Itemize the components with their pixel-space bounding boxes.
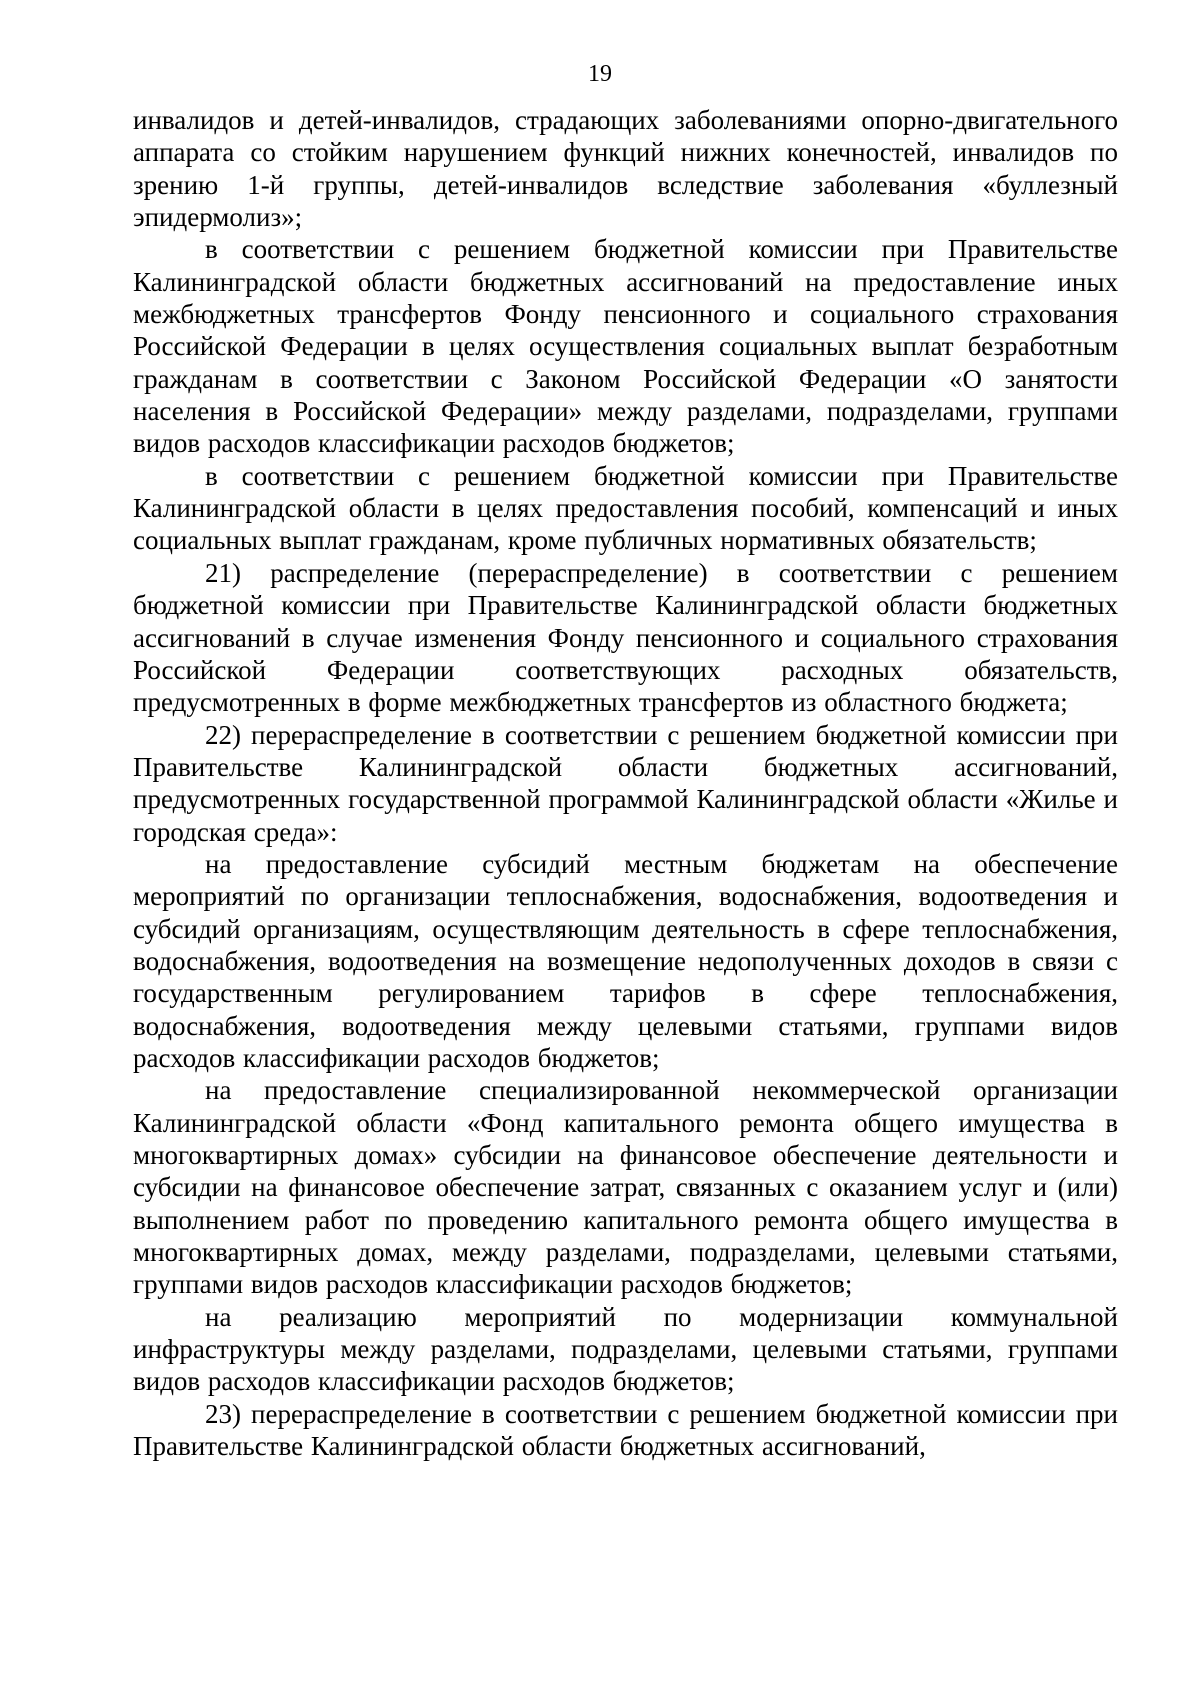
paragraph: на реализацию мероприятий по модернизации коммунальной инфраструктуры между разделами, подразделами, целевыми статьями, группами видов расходов классификации расходов бюджетов; <box>133 1301 1118 1397</box>
paragraph-item-21: 21) распределение (перераспределение) в соответствии с решением бюджетной комиссии при Правительстве Калининградской области бюджетных ассигнований в случае изменения Фонду пенсионного и социального страхования Российской Федерации соответствующих расходных обязательств, предусмотренных в форме межбюджетных трансфертов из областного бюджета; <box>133 557 1118 718</box>
paragraph: в соответствии с решением бюджетной комиссии при Правительстве Калининградской области бюджетных ассигнований на предоставление иных межбюджетных трансфертов Фонду пенсионного и социального страхования Российской Федерации в целях осуществления социальных выплат безработным гражданам в соответствии с Законом Российской Федерации «О занятости населения в Российской Федерации» между разделами, подразделами, группами видов расходов классификации расходов бюджетов; <box>133 234 1118 459</box>
paragraph-continuation: инвалидов и детей-инвалидов, страдающих заболеваниями опорно-двигательного аппарата со стойким нарушением функций нижних конечностей, инвалидов по зрению 1-й группы, детей-инвалидов вследствие заболевания «буллезный эпидермолиз»; <box>133 105 1118 233</box>
page-number: 19 <box>588 61 612 87</box>
paragraph: на предоставление субсидий местным бюджетам на обеспечение мероприятий по организации теплоснабжения, водоснабжения, водоотведения и субсидий организациям, осуществляющим деятельность в сфере теплоснабжения, водоснабжения, водоотведения на возмещение недополученных доходов в связи с государственным регулированием тарифов в сфере теплоснабжения, водоснабжения, водоотведения между целевыми статьями, группами видов расходов классификации расходов бюджетов; <box>133 848 1118 1073</box>
document-body <box>133 104 1118 1462</box>
paragraph: на предоставление специализированной некоммерческой организации Калининградской области «Фонд капитального ремонта общего имущества в многоквартирных домах» субсидии на финансовое обеспечение деятельности и субсидии на финансовое обеспечение затрат, связанных с оказанием услуг и (или) выполнением работ по проведению капитального ремонта общего имущества в многоквартирных домах, между разделами, подразделами, целевыми статьями, группами видов расходов классификации расходов бюджетов; <box>133 1075 1118 1300</box>
paragraph-item-23: 23) перераспределение в соответствии с решением бюджетной комиссии при Правительстве Калининградской области бюджетных ассигнований, <box>133 1398 1118 1462</box>
paragraph-item-22: 22) перераспределение в соответствии с решением бюджетной комиссии при Правительстве Калининградской области бюджетных ассигнований, предусмотренных государственной программой Калининградской области «Жилье и городская среда»: <box>133 719 1118 847</box>
paragraph: в соответствии с решением бюджетной комиссии при Правительстве Калининградской области в целях предоставления пособий, компенсаций и иных социальных выплат гражданам, кроме публичных нормативных обязательств; <box>133 460 1118 556</box>
